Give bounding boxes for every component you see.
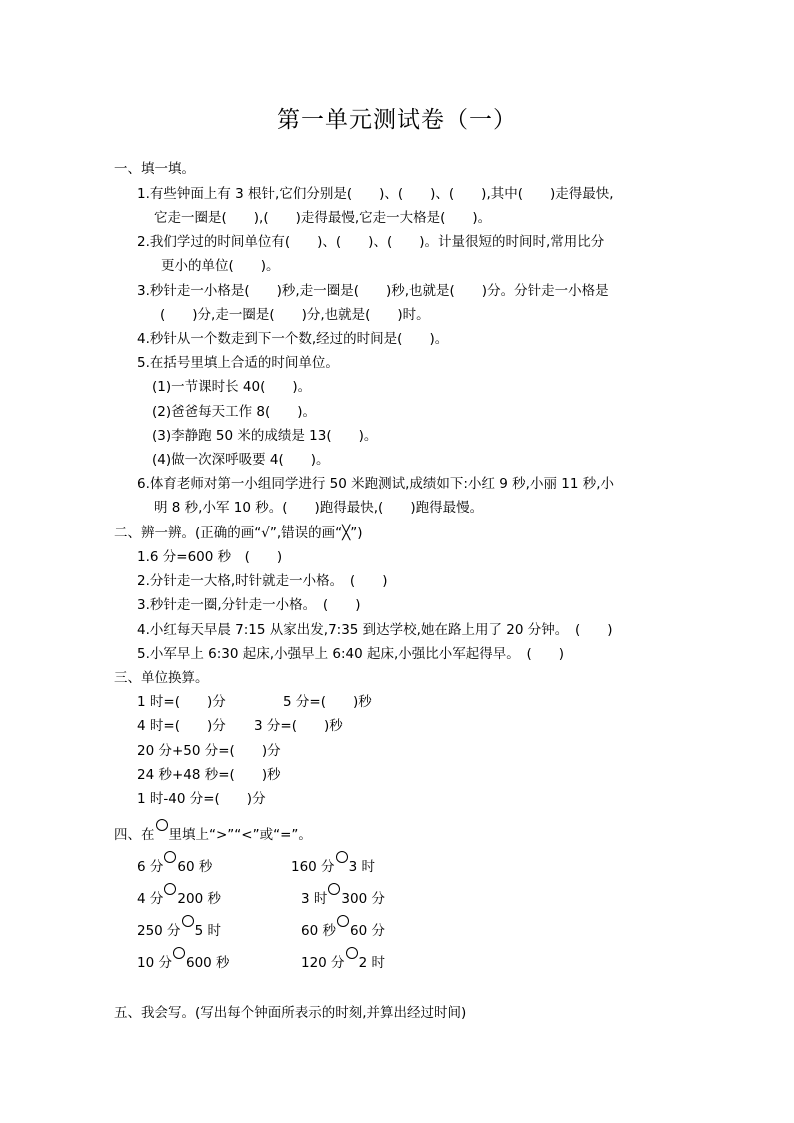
s2-q5: 5.小军早上 6:30 起床,小强早上 6:40 起床,小强比小军起得早。 ( ) xyxy=(137,646,565,662)
s3-row2-left: 4 时=( )分 xyxy=(137,718,226,734)
compare-circle-icon[interactable] xyxy=(328,883,340,895)
compare-item xyxy=(137,947,230,972)
compare-circle-icon[interactable] xyxy=(173,947,185,959)
section-4-heading xyxy=(114,819,312,844)
compare-item xyxy=(301,883,385,908)
s1-q1-line1: 1.有些钟面上有 3 根针,它们分别是( )、( )、( ),其中( )走得最快, xyxy=(137,186,614,202)
compare-circle-icon[interactable] xyxy=(346,947,358,959)
s3-row1-right: 5 分=( )秒 xyxy=(283,694,372,710)
compare-left: 160 分 xyxy=(291,859,335,875)
s1-q5-item4: (4)做一次深呼吸要 4( )。 xyxy=(152,452,330,468)
compare-right: 200 秒 xyxy=(177,891,221,907)
s1-q5-item2: (2)爸爸每天工作 8( )。 xyxy=(152,404,317,420)
compare-left: 3 时 xyxy=(301,891,328,907)
s1-q6-line2: 明 8 秒,小军 10 秒。( )跑得最快,( )跑得最慢。 xyxy=(154,500,484,516)
compare-right: 300 分 xyxy=(341,891,385,907)
section-1-heading: 一、填一填。 xyxy=(114,161,195,177)
section-2-heading: 二、辨一辨。(正确的画“√”,错误的画“╳”) xyxy=(114,525,363,541)
s1-q2-line2: 更小的单位( )。 xyxy=(161,258,280,274)
compare-left: 6 分 xyxy=(137,859,164,875)
compare-item xyxy=(137,915,221,940)
s4-heading-post: 里填上“>”“<”或“=”。 xyxy=(168,827,312,843)
s2-q3: 3.秒针走一圈,分针走一小格。 ( ) xyxy=(137,597,361,613)
compare-left: 120 分 xyxy=(301,955,345,971)
compare-item xyxy=(301,947,385,972)
compare-left: 10 分 xyxy=(137,955,172,971)
s1-q3-line1: 3.秒针走一小格是( )秒,走一圈是( )秒,也就是( )分。分针走一小格是 xyxy=(137,283,609,299)
compare-item xyxy=(291,851,375,876)
s1-q5-item1: (1)一节课时长 40( )。 xyxy=(152,379,312,395)
compare-item xyxy=(301,915,385,940)
s1-q2-line1: 2.我们学过的时间单位有( )、( )、( )。计量很短的时间时,常用比分 xyxy=(137,234,605,250)
section-3-heading: 三、单位换算。 xyxy=(114,670,209,686)
s1-q6-line1: 6.体育老师对第一小组同学进行 50 米跑测试,成绩如下:小红 9 秒,小丽 11 秒,小 xyxy=(137,476,614,492)
compare-right: 60 秒 xyxy=(177,859,213,875)
compare-circle-icon[interactable] xyxy=(164,883,176,895)
compare-circle-icon[interactable] xyxy=(164,851,176,863)
s3-row4: 24 秒+48 秒=( )秒 xyxy=(137,767,281,783)
compare-left: 250 分 xyxy=(137,923,181,939)
s2-q1: 1.6 分=600 秒 ( ) xyxy=(137,549,283,565)
s1-q5: 5.在括号里填上合适的时间单位。 xyxy=(137,355,339,371)
compare-left: 60 秒 xyxy=(301,923,336,939)
compare-right: 2 时 xyxy=(358,955,385,971)
s4-heading-pre: 四、在 xyxy=(114,827,155,843)
compare-circle-icon[interactable] xyxy=(337,915,349,927)
compare-circle-icon[interactable] xyxy=(336,851,348,863)
section-5-heading: 五、我会写。(写出每个钟面所表示的时刻,并算出经过时间) xyxy=(114,1005,467,1021)
s3-row1-left: 1 时=( )分 xyxy=(137,694,226,710)
circle-icon xyxy=(156,819,168,831)
s2-q4: 4.小红每天早晨 7:15 从家出发,7:35 到达学校,她在路上用了 20 分钟。 ( ) xyxy=(137,622,613,638)
s1-q4: 4.秒针从一个数走到下一个数,经过的时间是( )。 xyxy=(137,331,449,347)
compare-right: 5 时 xyxy=(194,923,221,939)
s3-row2-right: 3 分=( )秒 xyxy=(254,718,343,734)
compare-item xyxy=(137,851,212,876)
page-title: 第一单元测试卷（一） xyxy=(277,107,517,133)
s1-q1-line2: 它走一圈是( ),( )走得最慢,它走一大格是( )。 xyxy=(154,210,492,226)
s3-row5: 1 时-40 分=( )分 xyxy=(137,791,266,807)
s1-q3-line2: ( )分,走一圈是( )分,也就是( )时。 xyxy=(160,307,430,323)
compare-item xyxy=(137,883,221,908)
compare-right: 60 分 xyxy=(349,923,385,939)
compare-right: 3 时 xyxy=(348,859,375,875)
s1-q5-item3: (3)李静跑 50 米的成绩是 13( )。 xyxy=(152,428,378,444)
compare-circle-icon[interactable] xyxy=(182,915,194,927)
compare-right: 600 秒 xyxy=(185,955,230,971)
s2-q2: 2.分针走一大格,时针就走一小格。 ( ) xyxy=(137,573,388,589)
compare-left: 4 分 xyxy=(137,891,164,907)
s3-row3: 20 分+50 分=( )分 xyxy=(137,743,281,759)
